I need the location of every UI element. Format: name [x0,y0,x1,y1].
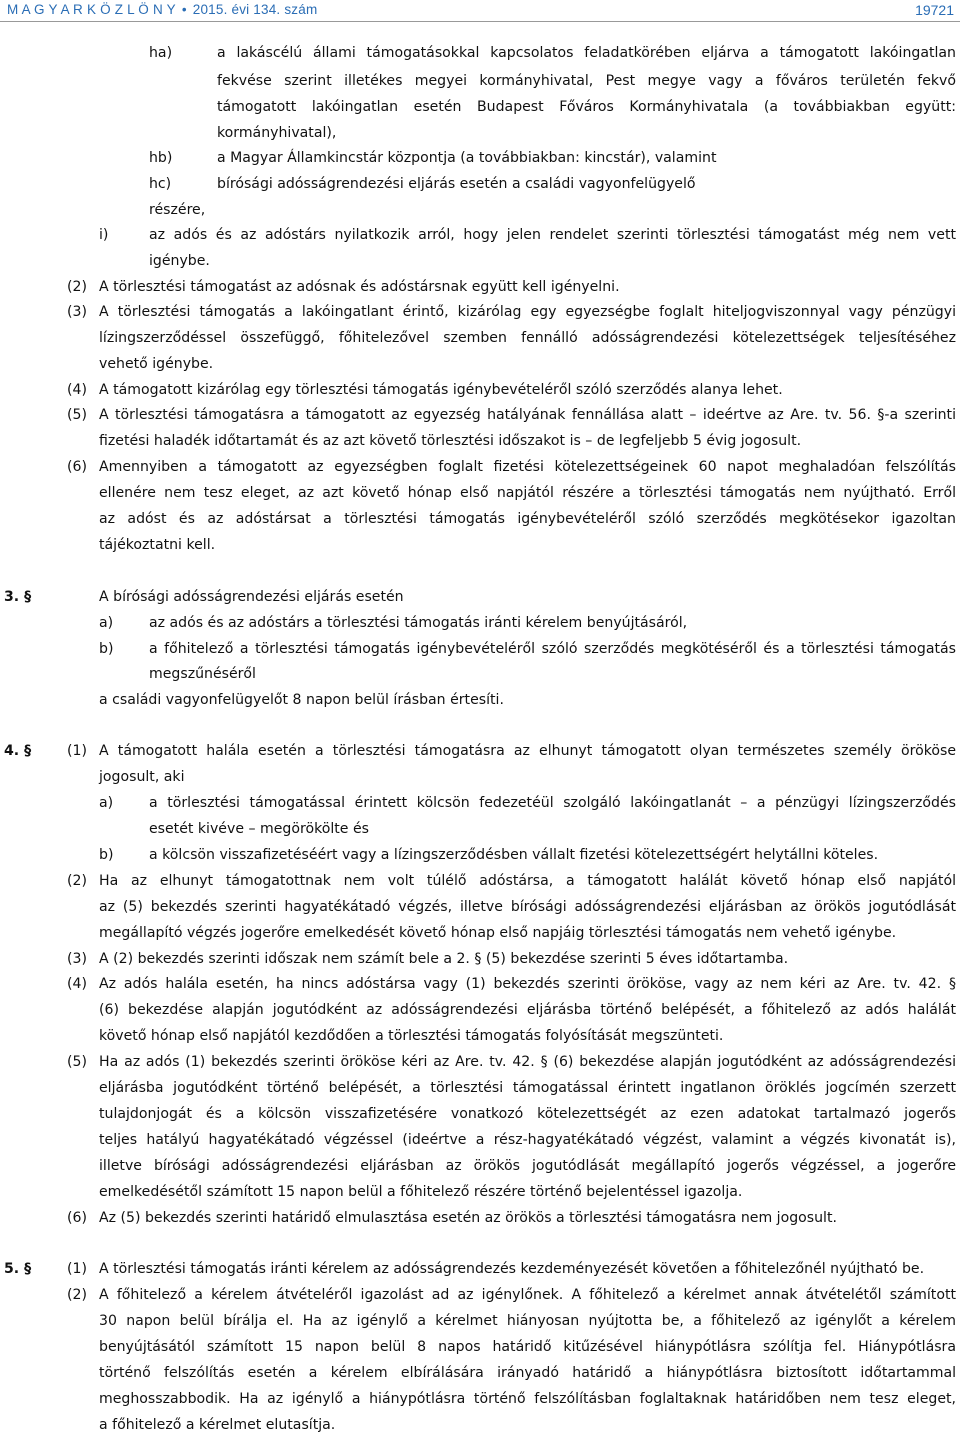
text-line: az (5) bekezdés szerinti hagyatékátadó végzés, illetve bírósági adósságrendezési eljárásban az örökös jogutódlását [99,899,956,915]
text-line: A törlesztési támogatás iránti kérelem az adósságrendezés kezdeményezését követően a főhitelezőnél nyújtható be. [99,1261,925,1277]
text-line: benyújtásától számított 15 napon belül 8 napos határidő kitűzésével hiánypótlásra szólítja fel. Hiánypótlásra [99,1339,956,1355]
item-label: a) [99,615,114,631]
paragraph-number: (1) [67,1261,87,1277]
item-label: (2) [67,1287,87,1303]
text-line: részére, [149,202,206,218]
text-line: a lakáscélú állami támogatásokkal kapcsolatos feladatkörében eljárva a támogatott lakóingatlan [217,45,956,61]
header-rule [0,21,960,22]
text-line: a családi vagyonfelügyelőt 8 napon belül írásban értesíti. [99,692,504,708]
item-label: (3) [67,304,87,320]
text-line: igénybe. [149,253,210,269]
text-line: eljárásba jogutódként történő belépését, a törlesztési támogatással érintett ingatlanon öröklés jogcímén szerzett [99,1080,956,1096]
text-line: az adóst és az adóstársat a törlesztési támogatás igénybevételéről szóló szerződés megkötésekor igazoltan [99,511,956,527]
text-line: fizetési haladék időtartamát és az azt követő törlesztési időszakot is – de legfeljebb 5 évig jogosult. [99,433,802,449]
item-label: (3) [67,951,87,967]
item-label: b) [99,641,114,657]
text-line: 30 napon belül bírálja el. Ha az igénylő a kérelmet hiányosan nyújtotta be, a főhitelező az igénylőt a kérelem [99,1313,956,1329]
journal-title [7,2,317,17]
item-label: (5) [67,407,87,423]
text-line: teljes hatályú hagyatékátadó végzéssel (ideértve a rész-hagyatékátadó végzést, valamint a végzés kivonatát is), [99,1132,956,1148]
text-line: ellenére nem tesz eleget, az azt követő hónap első napjától részére a törlesztési támogatás nem nyújtható. Erről [99,485,956,501]
text-line: az adós és az adóstárs a törlesztési támogatás iránti kérelem benyújtásáról, [149,615,688,631]
item-label: (4) [67,382,87,398]
item-label: ha) [149,45,173,61]
text-line: a kölcsön visszafizetéséért vagy a lízingszerződésben vállalt fizetési kötelezettségért helytállni köteles. [149,847,879,863]
item-label: (6) [67,459,87,475]
item-label: (5) [67,1054,87,1070]
header-bullet: • [181,2,187,17]
text-line: Ha az elhunyt támogatottnak nem volt túlélő adóstársa, a támogatott halálát követő hónap első napjától [99,873,956,889]
text-line: a törlesztési támogatással érintett kölcsön fedezetéül szolgáló lakóingatlanát – a pénzügyi lízingszerződés [149,795,956,811]
text-line: Amennyiben a támogatott az egyezségben foglalt fizetési kötelezettségeinek 60 napot meghaladóan felszólítás [99,459,956,475]
text-line: A támogatott kizárólag egy törlesztési támogatás igénybevételéről szóló szerződés alanya lehet. [99,382,783,398]
item-label: (4) [67,976,87,992]
page-number: 19721 [915,2,954,18]
issue-label: 2015. évi 134. szám [192,2,318,17]
text-line: kormányhivatal), [217,125,337,141]
journal-name: M A G Y A R K Ö Z L Ö N Y [7,2,176,17]
section-number: 3. § [4,589,32,605]
text-line: A főhitelező a kérelem átvételéről igazolást ad az igénylőnek. A főhitelező a kérelmet annak átvételétől számított [99,1287,956,1303]
text-line: Az adós halála esetén, ha nincs adóstársa vagy (1) bekezdés szerinti örököse, vagy az nem kéri az Are. tv. 42. § [99,976,956,992]
item-label: (2) [67,279,87,295]
item-label: a) [99,795,114,811]
text-line: illetve bírósági adósságrendezési eljárásban az örökös jogutódlását megállapító jogerős végzéssel, a jogerőre [99,1158,956,1174]
text-line: a főhitelező a törlesztési támogatás igénybevételéről szóló szerződés megkötéséről és a törlesztési támogatás [149,641,956,657]
text-line: követő hónap első napjától kezdődően a törlesztési támogatás folyósítását megszünteti. [99,1028,724,1044]
item-label: (2) [67,873,87,889]
text-line: lízingszerződéssel összefüggő, főhitelezővel szemben fennálló adósságrendezési kötelezettségek teljesítéséhez [99,330,956,346]
text-line: A bírósági adósságrendezési eljárás esetén [99,589,404,605]
section-number: 4. § [4,743,32,759]
text-line: meghosszabbodik. Ha az igénylő a hiánypótlásra történő felszólításban foglaltaknak határidőben nem tesz eleget, [99,1391,956,1407]
item-label: b) [99,847,114,863]
text-line: bírósági adósságrendezési eljárás esetén a családi vagyonfelügyelő [217,176,696,192]
text-line: tájékoztatni kell. [99,537,216,553]
text-line: a főhitelező a kérelmet elutasítja. [99,1417,336,1433]
text-line: Ha az adós (1) bekezdés szerinti örököse kéri az Are. tv. 42. § (6) bekezdése alapján jogutódként az adósságrendezési [99,1054,956,1070]
text-line: A támogatott halála esetén a törlesztési támogatásra az elhunyt támogatott olyan természetes személy örököse [99,743,956,759]
text-line: megállapító végzés jogerőre emelkedését követő hónap első napjáig törlesztési támogatás nem vehető igénybe. [99,925,897,941]
text-line: támogatott lakóingatlan esetén Budapest Főváros Kormányhivatala (a továbbiakban együtt: [217,99,956,115]
item-label: i) [99,227,109,243]
paragraph-number: (1) [67,743,87,759]
text-line: tulajdonjogát és a kölcsön visszafizetésére vonatkozó kötelezettségét az ezen adatokat tartalmazó jogerős [99,1106,956,1122]
item-label: hb) [149,150,173,166]
text-line: esetét kivéve – megörökölte és [149,821,369,837]
text-line: (6) bekezdése alapján jogutódként az adósságrendezési eljárásba történő belépését, a főhitelező az adós halálát [99,1002,956,1018]
item-label: (6) [67,1210,87,1226]
text-line: fekvése szerint illetékes megyei kormányhivatal, Pest megye vagy a főváros területén fekvő [217,73,956,89]
text-line: A (2) bekezdés szerinti időszak nem számít bele a 2. § (5) bekezdése szerinti 5 éves időtartamba. [99,951,789,967]
text-line: az adós és az adóstárs nyilatkozik arról, hogy jelen rendelet szerinti törlesztési támogatást még nem vett [149,227,956,243]
text-line: A törlesztési támogatásra a támogatott az egyezség hatályának fennállása alatt – ideértve az Are. tv. 56. §-a szerinti [99,407,956,423]
text-line: a Magyar Államkincstár központja (a továbbiakban: kincstár), valamint [217,150,717,166]
item-label: hc) [149,176,172,192]
page-header [0,0,960,22]
text-line: A törlesztési támogatás a lakóingatlant érintő, kizárólag egy egyezségbe foglalt hiteljogviszonnyal vagy pénzügyi [99,304,956,320]
text-line: történő felszólítás esetén a kérelem elbírálására irányadó határidő a hiánypótlásra biztosított időtartammal [99,1365,956,1381]
text-line: emelkedésétől számított 15 napon belül a főhitelező részére történő bejelentéssel igazolja. [99,1184,743,1200]
section-number: 5. § [4,1261,32,1277]
text-line: A törlesztési támogatást az adósnak és adóstársnak együtt kell igényelni. [99,279,620,295]
text-line: vehető igénybe. [99,356,214,372]
text-line: Az (5) bekezdés szerinti határidő elmulasztása esetén az örökös a törlesztési támogatásra nem jogosult. [99,1210,837,1226]
text-line: megszűnéséről [149,666,256,682]
text-line: jogosult, aki [99,769,185,785]
